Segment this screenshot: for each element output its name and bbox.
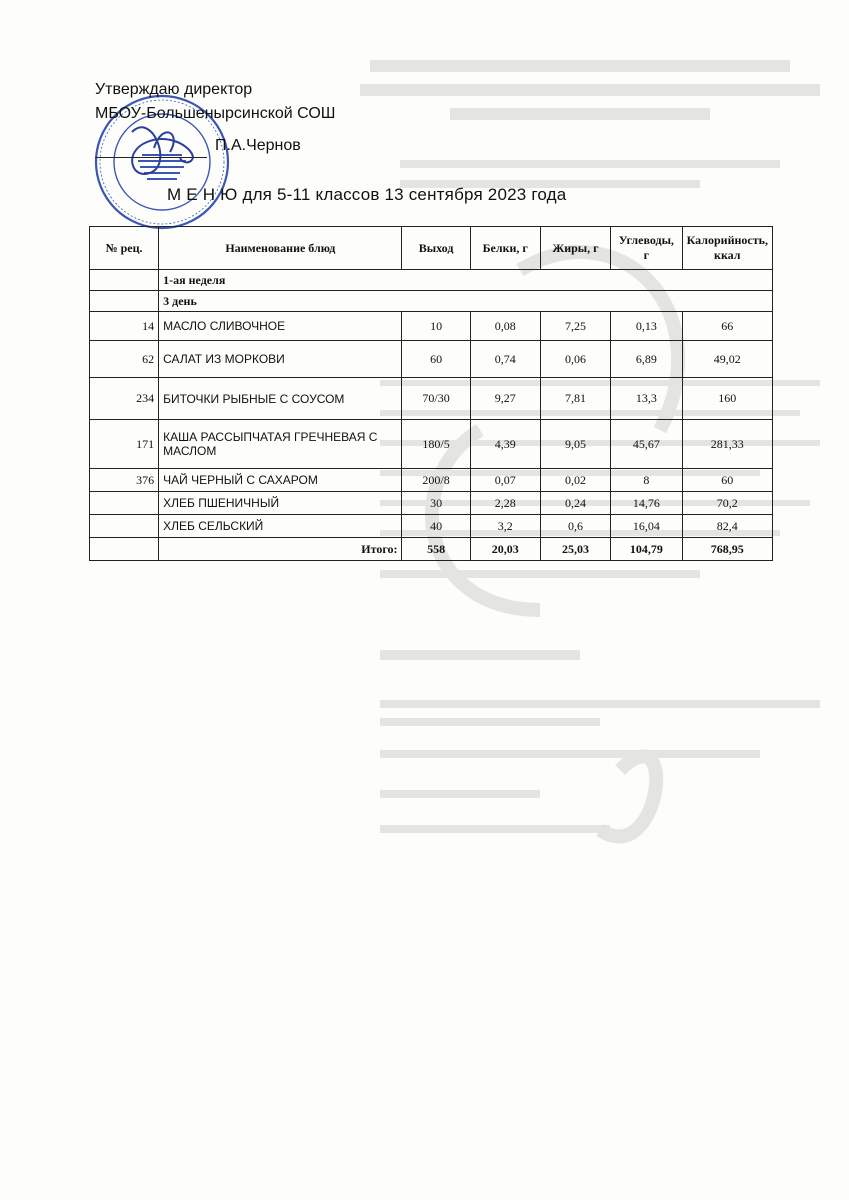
- output: 30: [402, 492, 470, 515]
- total-calories: 768,95: [682, 538, 772, 561]
- week-label: 1-ая неделя: [159, 270, 773, 291]
- header-recipe-no: № рец.: [90, 227, 159, 270]
- calories: 281,33: [682, 420, 772, 469]
- table-header-row: [90, 227, 773, 270]
- calories: 49,02: [682, 341, 772, 378]
- signer-name: П.А.Чернов: [215, 137, 301, 154]
- protein: 0,08: [470, 312, 540, 341]
- output: 200/8: [402, 469, 470, 492]
- output: 40: [402, 515, 470, 538]
- carbs: 0,13: [611, 312, 682, 341]
- carbs: 8: [611, 469, 682, 492]
- table-row: [90, 378, 773, 420]
- carbs: 6,89: [611, 341, 682, 378]
- output: 10: [402, 312, 470, 341]
- calories: 66: [682, 312, 772, 341]
- dish-name: БИТОЧКИ РЫБНЫЕ С СОУСОМ: [159, 378, 402, 420]
- fat: 0,06: [540, 341, 610, 378]
- table-row: [90, 312, 773, 341]
- approval-line-1: Утверждаю директор: [95, 81, 253, 98]
- header-carbs: Углеводы, г: [611, 227, 682, 270]
- fat: 7,25: [540, 312, 610, 341]
- table-row: [90, 469, 773, 492]
- total-carbs: 104,79: [611, 538, 682, 561]
- header-protein: Белки, г: [470, 227, 540, 270]
- day-row: [90, 291, 773, 312]
- dish-name: ЧАЙ ЧЕРНЫЙ С САХАРОМ: [159, 469, 402, 492]
- fat: 7,81: [540, 378, 610, 420]
- recipe-no: 376: [90, 469, 159, 492]
- header-fat: Жиры, г: [540, 227, 610, 270]
- recipe-no: [90, 492, 159, 515]
- calories: 160: [682, 378, 772, 420]
- menu-table: [89, 226, 773, 561]
- recipe-no: 171: [90, 420, 159, 469]
- calories: 70,2: [682, 492, 772, 515]
- protein: 0,74: [470, 341, 540, 378]
- recipe-no: [90, 515, 159, 538]
- fat: 0,02: [540, 469, 610, 492]
- dish-name: САЛАТ ИЗ МОРКОВИ: [159, 341, 402, 378]
- output: 180/5: [402, 420, 470, 469]
- calories: 82,4: [682, 515, 772, 538]
- carbs: 14,76: [611, 492, 682, 515]
- output: 70/30: [402, 378, 470, 420]
- fat: 9,05: [540, 420, 610, 469]
- total-label: Итого:: [159, 538, 402, 561]
- total-fat: 25,03: [540, 538, 610, 561]
- table-row: [90, 492, 773, 515]
- protein: 4,39: [470, 420, 540, 469]
- protein: 3,2: [470, 515, 540, 538]
- total-protein: 20,03: [470, 538, 540, 561]
- dish-name: МАСЛО СЛИВОЧНОЕ: [159, 312, 402, 341]
- recipe-no: 62: [90, 341, 159, 378]
- approval-block: [95, 78, 335, 158]
- recipe-no: 14: [90, 312, 159, 341]
- week-row: [90, 270, 773, 291]
- fat: 0,24: [540, 492, 610, 515]
- dish-name: КАША РАССЫПЧАТАЯ ГРЕЧНЕВАЯ С МАСЛОМ: [159, 420, 402, 469]
- dish-name: ХЛЕБ ПШЕНИЧНЫЙ: [159, 492, 402, 515]
- header-output: Выход: [402, 227, 470, 270]
- day-label: 3 день: [159, 291, 773, 312]
- signature-line: [95, 134, 335, 158]
- recipe-no: 234: [90, 378, 159, 420]
- menu-title: М Е Н Ю для 5-11 классов 13 сентября 2023 года: [167, 185, 567, 204]
- protein: 2,28: [470, 492, 540, 515]
- signature-blank: [95, 143, 207, 158]
- carbs: 13,3: [611, 378, 682, 420]
- protein: 0,07: [470, 469, 540, 492]
- table-row: [90, 420, 773, 469]
- carbs: 16,04: [611, 515, 682, 538]
- header-dish-name: Наименование блюд: [159, 227, 402, 270]
- dish-name: ХЛЕБ СЕЛЬСКИЙ: [159, 515, 402, 538]
- calories: 60: [682, 469, 772, 492]
- header-calories: Калорийность, ккал: [682, 227, 772, 270]
- output: 60: [402, 341, 470, 378]
- table-row: [90, 341, 773, 378]
- total-output: 558: [402, 538, 470, 561]
- protein: 9,27: [470, 378, 540, 420]
- table-row: [90, 515, 773, 538]
- total-row: [90, 538, 773, 561]
- carbs: 45,67: [611, 420, 682, 469]
- approval-line-2: МБОУ-Большеныpсинской СОШ: [95, 105, 336, 122]
- fat: 0,6: [540, 515, 610, 538]
